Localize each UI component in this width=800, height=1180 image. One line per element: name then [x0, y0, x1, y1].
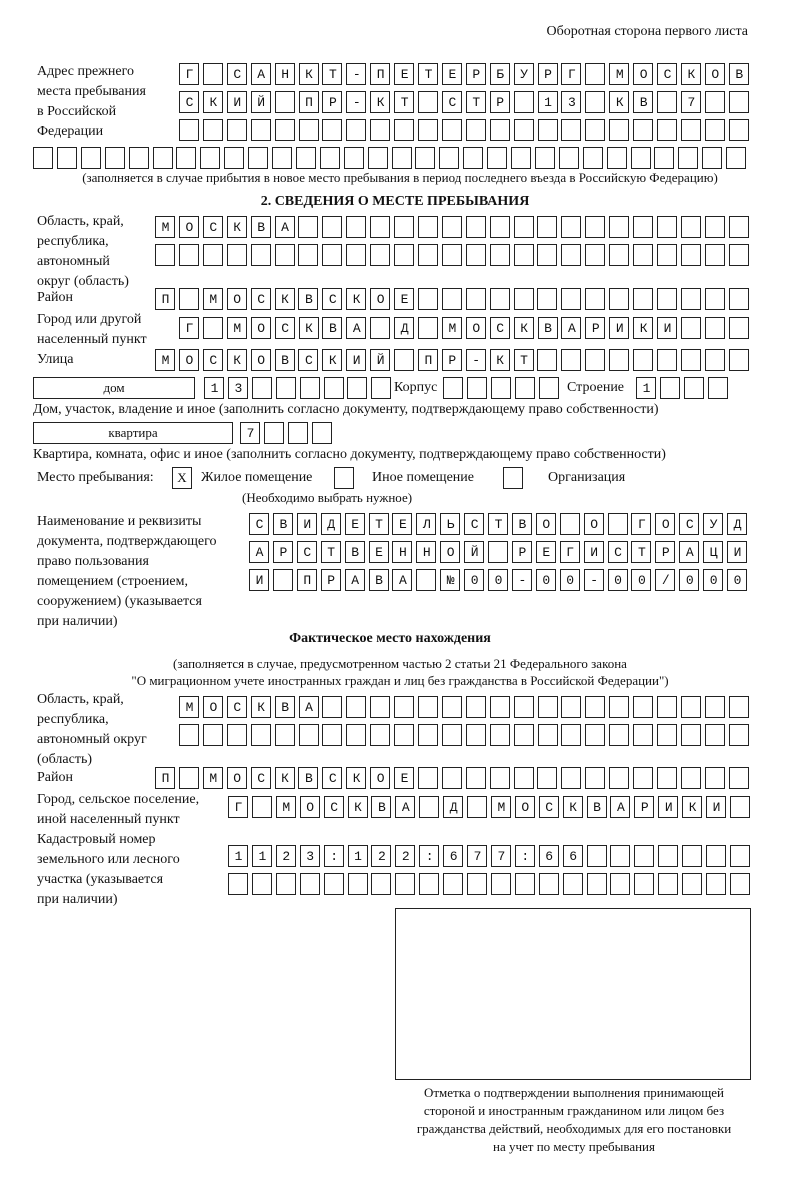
char-cell[interactable] — [251, 724, 271, 746]
char-cell[interactable] — [320, 147, 340, 169]
char-cell[interactable] — [585, 767, 605, 789]
char-cell[interactable] — [368, 147, 388, 169]
char-cell[interactable] — [463, 147, 483, 169]
char-cell[interactable] — [394, 244, 414, 266]
label-line: Адрес прежнего — [37, 64, 134, 79]
section-2-title: 2. СВЕДЕНИЯ О МЕСТЕ ПРЕБЫВАНИЯ — [260, 194, 530, 209]
char-cell[interactable] — [537, 767, 557, 789]
char-cell[interactable] — [418, 724, 438, 746]
char-cell[interactable] — [682, 845, 702, 867]
char-cell[interactable] — [705, 244, 725, 266]
char-cell[interactable] — [610, 873, 630, 895]
char-cell[interactable] — [708, 377, 728, 399]
char-cell[interactable] — [418, 119, 438, 141]
char-cell[interactable] — [105, 147, 125, 169]
label-line: автономный — [37, 254, 110, 269]
char-cell[interactable] — [490, 696, 510, 718]
label-line: Федерации — [37, 124, 104, 139]
char-cell[interactable] — [657, 244, 677, 266]
char-cell[interactable] — [419, 873, 439, 895]
char-cell[interactable] — [609, 349, 629, 371]
char-cell[interactable] — [681, 724, 701, 746]
char-cell[interactable] — [153, 147, 173, 169]
char-cell[interactable] — [296, 147, 316, 169]
char-cell[interactable] — [514, 216, 534, 238]
char-cell[interactable] — [610, 845, 630, 867]
char-cell[interactable] — [275, 724, 295, 746]
label-line: Город или другой — [37, 312, 142, 327]
region-label — [37, 212, 129, 292]
char-cell[interactable] — [466, 244, 486, 266]
char-cell[interactable] — [200, 147, 220, 169]
char-cell[interactable] — [539, 377, 559, 399]
char-cell[interactable] — [729, 349, 749, 371]
char-cell[interactable] — [179, 119, 199, 141]
char-cell[interactable] — [561, 349, 581, 371]
char-cell[interactable] — [538, 696, 558, 718]
prev-address-label — [37, 62, 146, 142]
char-cell[interactable] — [684, 377, 704, 399]
row-text: СВИДЕТЕЛЬСТВО О ГОСУД — [255, 517, 758, 532]
label-line: Наименование и реквизиты — [37, 514, 202, 529]
row-text: Г САНКТ-ПЕТЕРБУРГ МОСКОВ — [185, 67, 760, 82]
char-cell[interactable] — [539, 873, 559, 895]
char-cell[interactable] — [227, 244, 247, 266]
char-cell[interactable] — [511, 147, 531, 169]
char-cell[interactable] — [633, 696, 653, 718]
char-cell[interactable] — [298, 244, 318, 266]
char-cell[interactable] — [288, 422, 308, 444]
char-cell[interactable] — [631, 147, 651, 169]
label-line: право пользования — [37, 554, 149, 569]
char-cell[interactable] — [729, 91, 749, 113]
char-cell[interactable] — [442, 119, 462, 141]
actual-location-title: Фактическое место нахождения — [289, 631, 491, 646]
char-cell[interactable] — [633, 288, 653, 310]
char-cell[interactable] — [276, 377, 296, 399]
char-cell[interactable] — [609, 244, 629, 266]
char-cell[interactable] — [730, 873, 750, 895]
cadastral-number-text: 1123:122:677:66 — [234, 849, 594, 864]
char-cell[interactable] — [633, 216, 653, 238]
char-cell[interactable] — [705, 288, 725, 310]
char-cell[interactable] — [467, 873, 487, 895]
char-cell[interactable] — [561, 244, 581, 266]
char-cell[interactable] — [346, 696, 366, 718]
char-cell[interactable] — [322, 244, 342, 266]
option-organization-label: Организация — [548, 470, 626, 485]
char-cell[interactable] — [155, 244, 175, 266]
char-cell[interactable] — [442, 216, 462, 238]
char-cell[interactable] — [443, 873, 463, 895]
char-cell[interactable] — [466, 119, 486, 141]
char-cell[interactable] — [561, 696, 581, 718]
char-cell[interactable] — [490, 119, 510, 141]
char-cell[interactable] — [729, 288, 749, 310]
char-cell[interactable] — [251, 244, 271, 266]
char-cell[interactable] — [272, 147, 292, 169]
char-cell[interactable] — [370, 724, 390, 746]
char-cell[interactable] — [344, 147, 364, 169]
label-line: республика, — [37, 712, 109, 727]
label-line: земельного или лесного — [37, 852, 180, 867]
char-cell[interactable] — [371, 873, 391, 895]
char-cell[interactable] — [634, 873, 654, 895]
row-text: СКИЙ ПР-КТ СТР 13 КВ 7 — [185, 95, 712, 110]
char-cell[interactable] — [346, 216, 366, 238]
char-cell[interactable] — [322, 216, 342, 238]
label-line: документа, подтверждающего — [37, 534, 217, 549]
char-cell[interactable] — [729, 767, 749, 789]
char-cell[interactable] — [705, 696, 725, 718]
char-cell[interactable] — [514, 767, 534, 789]
row-text: 1 — [642, 381, 667, 396]
char-cell[interactable] — [57, 147, 77, 169]
char-cell[interactable] — [561, 288, 581, 310]
char-cell[interactable] — [585, 288, 605, 310]
page-side-header: Оборотная сторона первого листа — [546, 24, 748, 39]
char-cell[interactable] — [706, 873, 726, 895]
char-cell[interactable] — [585, 349, 605, 371]
char-cell[interactable] — [299, 119, 319, 141]
label-line: Кадастровый номер — [37, 832, 156, 847]
caption-line: стороной и иностранным гражданином или лицом без — [423, 1103, 725, 1118]
char-cell[interactable] — [371, 377, 391, 399]
row-text: 13 — [210, 381, 259, 396]
row-text: АРСТВЕННОЙ РЕГИСТРАЦИ — [255, 545, 758, 560]
char-cell[interactable] — [678, 147, 698, 169]
flat-note: Квартира, комната, офис и иное (заполнить согласно документу, подтверждающему право собственности) — [33, 447, 666, 462]
city-label — [37, 310, 147, 350]
label-line: места пребывания — [37, 84, 146, 99]
caption-line: на учет по месту пребывания — [493, 1139, 655, 1154]
char-cell[interactable] — [466, 216, 486, 238]
row-text: П МОСКВСКОЕ — [161, 771, 425, 786]
char-cell[interactable] — [654, 147, 674, 169]
char-cell[interactable] — [370, 119, 390, 141]
char-cell[interactable] — [657, 216, 677, 238]
char-cell[interactable] — [729, 216, 749, 238]
char-cell[interactable] — [514, 119, 534, 141]
char-cell[interactable] — [657, 724, 677, 746]
char-cell[interactable] — [514, 696, 534, 718]
label-line: участка (указывается — [37, 872, 164, 887]
char-cell[interactable] — [633, 119, 653, 141]
label-line: Область, край, — [37, 692, 124, 707]
korpus-label: Корпус — [394, 380, 438, 395]
char-cell[interactable] — [490, 244, 510, 266]
actual-region-label — [37, 690, 147, 770]
char-cell[interactable] — [179, 724, 199, 746]
char-cell[interactable] — [224, 147, 244, 169]
char-cell[interactable] — [248, 147, 268, 169]
checkbox-organization[interactable] — [503, 467, 523, 489]
char-cell[interactable] — [729, 244, 749, 266]
char-cell[interactable] — [609, 119, 629, 141]
char-cell[interactable] — [346, 244, 366, 266]
char-cell[interactable] — [585, 696, 605, 718]
char-cell[interactable] — [227, 119, 247, 141]
char-cell[interactable] — [657, 767, 677, 789]
char-cell[interactable] — [466, 767, 486, 789]
char-cell[interactable] — [729, 119, 749, 141]
char-cell[interactable] — [347, 377, 367, 399]
street-label: Улица — [37, 352, 74, 367]
char-cell[interactable] — [537, 288, 557, 310]
char-cell[interactable] — [705, 724, 725, 746]
cadastral-label — [37, 830, 180, 910]
char-cell[interactable] — [657, 696, 677, 718]
char-cell[interactable] — [705, 767, 725, 789]
building-label: Строение — [567, 380, 625, 395]
actual-note-line-2: "О миграционном учете иностранных граждан и лиц без гражданства в Российской Федерации") — [131, 673, 669, 688]
house-type-field[interactable]: дом — [33, 377, 195, 399]
char-cell[interactable] — [607, 147, 627, 169]
row-text: Г МОСКВА Д МОСКВАРИКИ — [234, 800, 737, 815]
char-cell[interactable] — [706, 845, 726, 867]
char-cell[interactable] — [729, 696, 749, 718]
char-cell[interactable] — [633, 767, 653, 789]
char-cell[interactable] — [681, 767, 701, 789]
char-cell[interactable] — [658, 873, 678, 895]
option-other-label: Иное помещение — [372, 470, 474, 485]
char-cell[interactable] — [705, 216, 725, 238]
label-line: округ (область) — [37, 274, 129, 289]
char-cell[interactable] — [346, 724, 366, 746]
char-cell[interactable] — [634, 845, 654, 867]
label-line: населенный пункт — [37, 332, 147, 347]
char-cell[interactable] — [251, 119, 271, 141]
char-cell[interactable] — [535, 147, 555, 169]
char-cell[interactable] — [491, 377, 511, 399]
row-text: Г МОСКВА Д МОСКВАРИКИ — [185, 321, 688, 336]
char-cell[interactable] — [729, 724, 749, 746]
char-cell[interactable] — [442, 696, 462, 718]
char-cell[interactable] — [730, 845, 750, 867]
char-cell[interactable] — [203, 119, 223, 141]
char-cell[interactable] — [487, 147, 507, 169]
char-cell[interactable] — [657, 349, 677, 371]
char-cell[interactable] — [585, 216, 605, 238]
char-cell[interactable] — [657, 119, 677, 141]
char-cell[interactable] — [179, 244, 199, 266]
char-cell[interactable] — [705, 317, 725, 339]
char-cell[interactable] — [681, 216, 701, 238]
char-cell[interactable] — [324, 873, 344, 895]
char-cell[interactable] — [609, 216, 629, 238]
house-note: Дом, участок, владение и иное (заполнить согласно документу, подтверждающему право собственности) — [33, 402, 659, 417]
char-cell[interactable] — [538, 724, 558, 746]
char-cell[interactable] — [681, 119, 701, 141]
char-cell[interactable] — [585, 244, 605, 266]
label-line: помещением (строением, — [37, 574, 188, 589]
char-cell[interactable] — [514, 244, 534, 266]
row-text: И ПРАВА №00-00-00/000 — [255, 573, 758, 588]
char-cell[interactable] — [490, 288, 510, 310]
row-text: МОСКВА — [185, 700, 330, 715]
char-cell[interactable] — [702, 147, 722, 169]
char-cell[interactable] — [561, 216, 581, 238]
char-cell[interactable] — [300, 873, 320, 895]
checkbox-residential[interactable]: X — [172, 467, 192, 489]
char-cell[interactable] — [559, 147, 579, 169]
checkbox-other-premises[interactable] — [334, 467, 354, 489]
place-label: Место пребывания: — [37, 470, 154, 485]
char-cell[interactable] — [300, 377, 320, 399]
label-line: при наличии) — [37, 892, 118, 907]
char-cell[interactable] — [81, 147, 101, 169]
char-cell[interactable] — [561, 767, 581, 789]
label-line: при наличии) — [37, 614, 118, 629]
char-cell[interactable] — [585, 724, 605, 746]
char-cell[interactable] — [348, 873, 368, 895]
label-line: в Российской — [37, 104, 117, 119]
char-cell[interactable] — [203, 724, 223, 746]
label-line: Город, сельское поселение, — [37, 792, 200, 807]
char-cell[interactable] — [705, 119, 725, 141]
caption-line: Отметка о подтверждении выполнения принимающей — [423, 1085, 725, 1100]
char-cell[interactable] — [609, 767, 629, 789]
document-label — [37, 512, 217, 632]
char-cell[interactable] — [633, 244, 653, 266]
char-cell[interactable] — [322, 724, 342, 746]
char-cell[interactable] — [537, 216, 557, 238]
char-cell[interactable] — [609, 288, 629, 310]
confirmation-stamp-box — [395, 908, 751, 1080]
char-cell[interactable] — [726, 147, 746, 169]
char-cell[interactable] — [129, 147, 149, 169]
char-cell[interactable] — [705, 349, 725, 371]
flat-type-field[interactable]: квартира — [33, 422, 233, 444]
char-cell[interactable] — [322, 119, 342, 141]
stamp-caption — [395, 1084, 753, 1156]
row-text: 7 — [246, 426, 271, 441]
label-line: сооружением) (указывается — [37, 594, 202, 609]
char-cell[interactable] — [658, 845, 678, 867]
prev-address-note: (заполняется в случае прибытия в новое место пребывания в период последнего въезда в Российскую Федерацию) — [82, 170, 718, 185]
district-label: Район — [37, 290, 73, 305]
char-cell[interactable] — [442, 244, 462, 266]
label-line: Область, край, — [37, 214, 124, 229]
char-cell[interactable] — [657, 288, 677, 310]
char-cell[interactable] — [33, 147, 53, 169]
char-cell[interactable] — [561, 724, 581, 746]
row-text: П МОСКВСКОЕ — [161, 292, 425, 307]
char-cell[interactable] — [609, 696, 629, 718]
char-cell[interactable] — [392, 147, 412, 169]
char-cell[interactable] — [370, 244, 390, 266]
char-cell[interactable] — [633, 349, 653, 371]
char-cell[interactable] — [633, 724, 653, 746]
char-cell[interactable] — [467, 377, 487, 399]
char-cell[interactable] — [346, 119, 366, 141]
char-cell[interactable] — [490, 767, 510, 789]
label-line: республика, — [37, 234, 109, 249]
char-cell[interactable] — [442, 767, 462, 789]
char-cell[interactable] — [394, 216, 414, 238]
char-cell[interactable] — [682, 873, 702, 895]
char-cell[interactable] — [252, 873, 272, 895]
actual-district-label: Район — [37, 770, 73, 785]
char-cell[interactable] — [370, 696, 390, 718]
label-line: иной населенный пункт — [37, 812, 180, 827]
char-cell[interactable] — [563, 873, 583, 895]
label-line: (область) — [37, 752, 93, 767]
place-note: (Необходимо выбрать нужное) — [242, 490, 413, 505]
char-cell[interactable] — [443, 377, 463, 399]
char-cell[interactable] — [275, 244, 295, 266]
char-cell[interactable] — [515, 873, 535, 895]
caption-line: гражданства действий, необходимых для его постановки — [416, 1121, 732, 1136]
char-cell[interactable] — [395, 873, 415, 895]
char-cell[interactable] — [466, 696, 486, 718]
char-cell[interactable] — [203, 244, 223, 266]
char-cell[interactable] — [587, 873, 607, 895]
row-text: МОСКВА — [161, 220, 306, 235]
char-cell[interactable] — [276, 873, 296, 895]
char-cell[interactable] — [275, 119, 295, 141]
char-cell[interactable] — [681, 288, 701, 310]
char-cell[interactable] — [537, 244, 557, 266]
char-cell[interactable] — [561, 119, 581, 141]
char-cell[interactable] — [418, 696, 438, 718]
char-cell[interactable] — [324, 377, 344, 399]
char-cell[interactable] — [227, 724, 247, 746]
char-cell[interactable] — [415, 147, 435, 169]
char-cell[interactable] — [583, 147, 603, 169]
char-cell[interactable] — [394, 696, 414, 718]
char-cell[interactable] — [490, 216, 510, 238]
char-cell[interactable] — [394, 724, 414, 746]
char-cell[interactable] — [466, 288, 486, 310]
char-cell[interactable] — [681, 696, 701, 718]
char-cell[interactable] — [490, 724, 510, 746]
char-cell[interactable] — [681, 349, 701, 371]
label-line: автономный округ — [37, 732, 147, 747]
char-cell[interactable] — [312, 422, 332, 444]
char-cell[interactable] — [228, 873, 248, 895]
char-cell[interactable] — [514, 724, 534, 746]
char-cell[interactable] — [439, 147, 459, 169]
char-cell[interactable] — [299, 724, 319, 746]
char-cell[interactable] — [418, 216, 438, 238]
char-cell[interactable] — [514, 288, 534, 310]
char-cell[interactable] — [585, 119, 605, 141]
char-cell[interactable] — [442, 288, 462, 310]
char-cell[interactable] — [418, 244, 438, 266]
option-residential-label: Жилое помещение — [201, 470, 313, 485]
char-cell[interactable] — [681, 244, 701, 266]
char-cell[interactable] — [491, 873, 511, 895]
char-cell[interactable] — [609, 724, 629, 746]
actual-city-label — [37, 790, 199, 830]
char-cell[interactable] — [538, 119, 558, 141]
char-cell[interactable] — [394, 119, 414, 141]
char-cell[interactable] — [466, 724, 486, 746]
char-cell[interactable] — [515, 377, 535, 399]
char-cell[interactable] — [442, 724, 462, 746]
row-text: МОСКОВСКИЙ ПР-КТ — [161, 353, 545, 368]
char-cell[interactable] — [729, 317, 749, 339]
char-cell[interactable] — [370, 216, 390, 238]
actual-note-line-1: (заполняется в случае, предусмотренном частью 2 статьи 21 Федерального закона — [173, 656, 627, 671]
char-cell[interactable] — [176, 147, 196, 169]
